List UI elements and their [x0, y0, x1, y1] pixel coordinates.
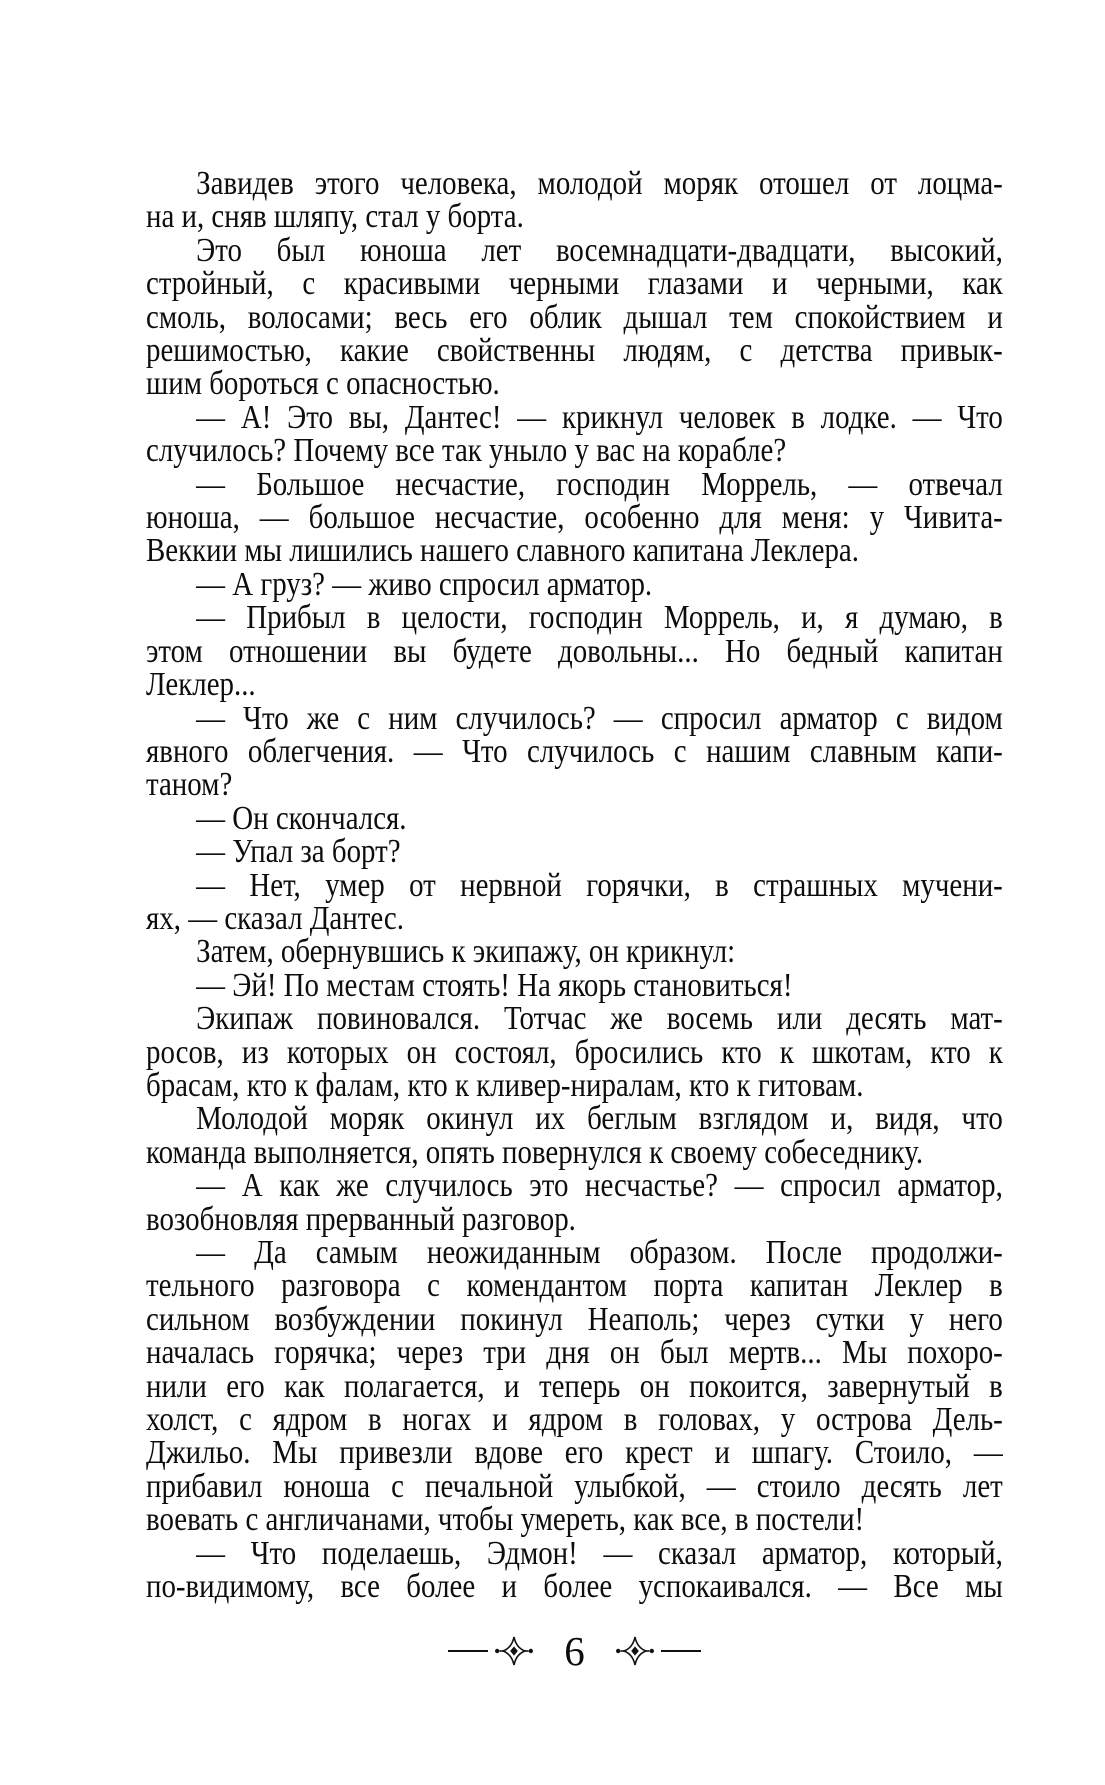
text-line: Экипаж повиновался. Тотчас же восемь или десять мат-: [196, 1000, 1003, 1038]
text-line: юноша, — большое несчастие, особенно для меня: у Чивита-: [146, 499, 1003, 537]
paragraph: [146, 933, 1003, 971]
text-line: смоль, волосами; весь его облик дышал тем спокойствием и: [146, 298, 1003, 336]
text-line: возобновляя прерванный разговор.: [146, 1200, 576, 1238]
text-line: Завидев этого человека, молодой моряк отошел от лоцма-: [196, 165, 1003, 202]
text-line: воевать с англичанами, чтобы умереть, как все, в постели!: [146, 1501, 865, 1539]
text-line: — А! Это вы, Дантес! — крикнул человек в лодке. — Что: [196, 398, 1003, 436]
text-line: шим бороться с опасностью.: [146, 365, 500, 403]
text-line: — Да самым неожиданным образом. После продолжи-: [196, 1234, 1003, 1271]
text-line: Затем, обернувшись к экипажу, он крикнул:: [196, 933, 736, 971]
text-line: решимостью, какие свойственны людям, с детства привык-: [146, 332, 1003, 370]
text-line: Веккии мы лишились нашего славного капитана Леклера.: [146, 532, 859, 570]
diamond-ornament-left: [494, 1636, 534, 1666]
text-line: стройный, с красивыми черными глазами и черными, как: [146, 265, 1003, 303]
book-text: [146, 165, 1003, 1606]
text-line: нили его как полагается, и теперь он покоится, завернутый в: [146, 1367, 1003, 1405]
paragraph: [146, 599, 1003, 704]
text-line: — Эй! По местам стоять! На якорь становиться!: [196, 966, 793, 1004]
footer-rule-left: [448, 1650, 488, 1653]
text-line: — Он скончался.: [196, 799, 407, 837]
text-line: случилось? Почему все так уныло у вас на корабле?: [146, 432, 787, 470]
text-line: росов, из которых он состоял, бросились кто к шкотам, кто к: [146, 1033, 1003, 1071]
paragraph: [146, 1534, 1003, 1606]
text-line: явного облегчения. — Что случилось с нашим славным капи-: [146, 732, 1003, 770]
paragraph: [146, 1169, 1003, 1236]
paragraph: [146, 1102, 1003, 1169]
text-line: команда выполняется, опять повернулся к своему собеседнику.: [146, 1133, 924, 1171]
text-line: Джильо. Мы привезли вдове его крест и шпагу. Стоило, —: [146, 1434, 1003, 1472]
text-line: — Что поделаешь, Эдмон! — сказал арматор, который,: [196, 1534, 1003, 1572]
paragraph: [146, 398, 1003, 470]
text-line: — А как же случилось это несчастье? — спросил арматор,: [196, 1167, 1003, 1205]
text-line: Леклер...: [146, 666, 256, 704]
page-footer: [146, 1630, 1003, 1672]
text-line: — Большое несчастие, господин Моррель, — отвечал: [196, 465, 1003, 503]
paragraph: [146, 799, 1003, 837]
paragraph: [146, 465, 1003, 570]
text-line: холст, с ядром в ногах и ядром в головах, у острова Дель-: [146, 1401, 1003, 1439]
text-line: тельного разговора с комендантом порта капитан Леклер в: [146, 1267, 1003, 1305]
text-line: брасам, кто к фалам, кто к кливер-ниралам, кто к гитовам.: [146, 1066, 864, 1104]
text-line: — А груз? — живо спросил арматор.: [196, 565, 653, 603]
text-line: — Упал за борт?: [196, 833, 401, 871]
paragraph: [146, 833, 1003, 871]
diamond-ornament-right: [615, 1636, 655, 1666]
paragraph: [146, 1236, 1003, 1537]
text-line: началась горячка; через три дня он был мертв... Мы похоро-: [146, 1334, 1003, 1372]
text-line: прибавил юноша с печальной улыбкой, — стоило десять лет: [146, 1467, 1003, 1505]
paragraph: [146, 1002, 1003, 1102]
text-line: ях, — сказал Дантес.: [146, 899, 404, 937]
paragraph: [146, 565, 1003, 603]
paragraph: [146, 866, 1003, 937]
page-number: 6: [564, 1628, 585, 1674]
text-line: Молодой моряк окинул их беглым взглядом и, видя, что: [196, 1100, 1003, 1138]
paragraph: [146, 231, 1003, 403]
text-line: — Что же с ним случилось? — спросил арматор с видом: [196, 699, 1003, 737]
text-line: на и, сняв шляпу, стал у борта.: [146, 198, 524, 236]
text-line: — Нет, умер от нервной горячки, в страшных мучени-: [196, 866, 1003, 904]
footer-rule-right: [661, 1650, 701, 1653]
text-line: по-видимому, все более и более успокаивался. — Все мы: [146, 1568, 1003, 1606]
paragraph: [146, 966, 1003, 1004]
text-line: — Прибыл в целости, господин Моррель, и, я думаю, в: [196, 599, 1003, 637]
paragraph: [146, 167, 1003, 234]
text-line: сильном возбуждении покинул Неаполь; через сутки у него: [146, 1300, 1003, 1338]
text-line: таном?: [146, 766, 233, 804]
text-line: Это был юноша лет восемнадцати-двадцати, высокий,: [196, 231, 1003, 269]
paragraph: [146, 699, 1003, 804]
text-line: этом отношении вы будете довольны... Но бедный капитан: [146, 632, 1003, 670]
